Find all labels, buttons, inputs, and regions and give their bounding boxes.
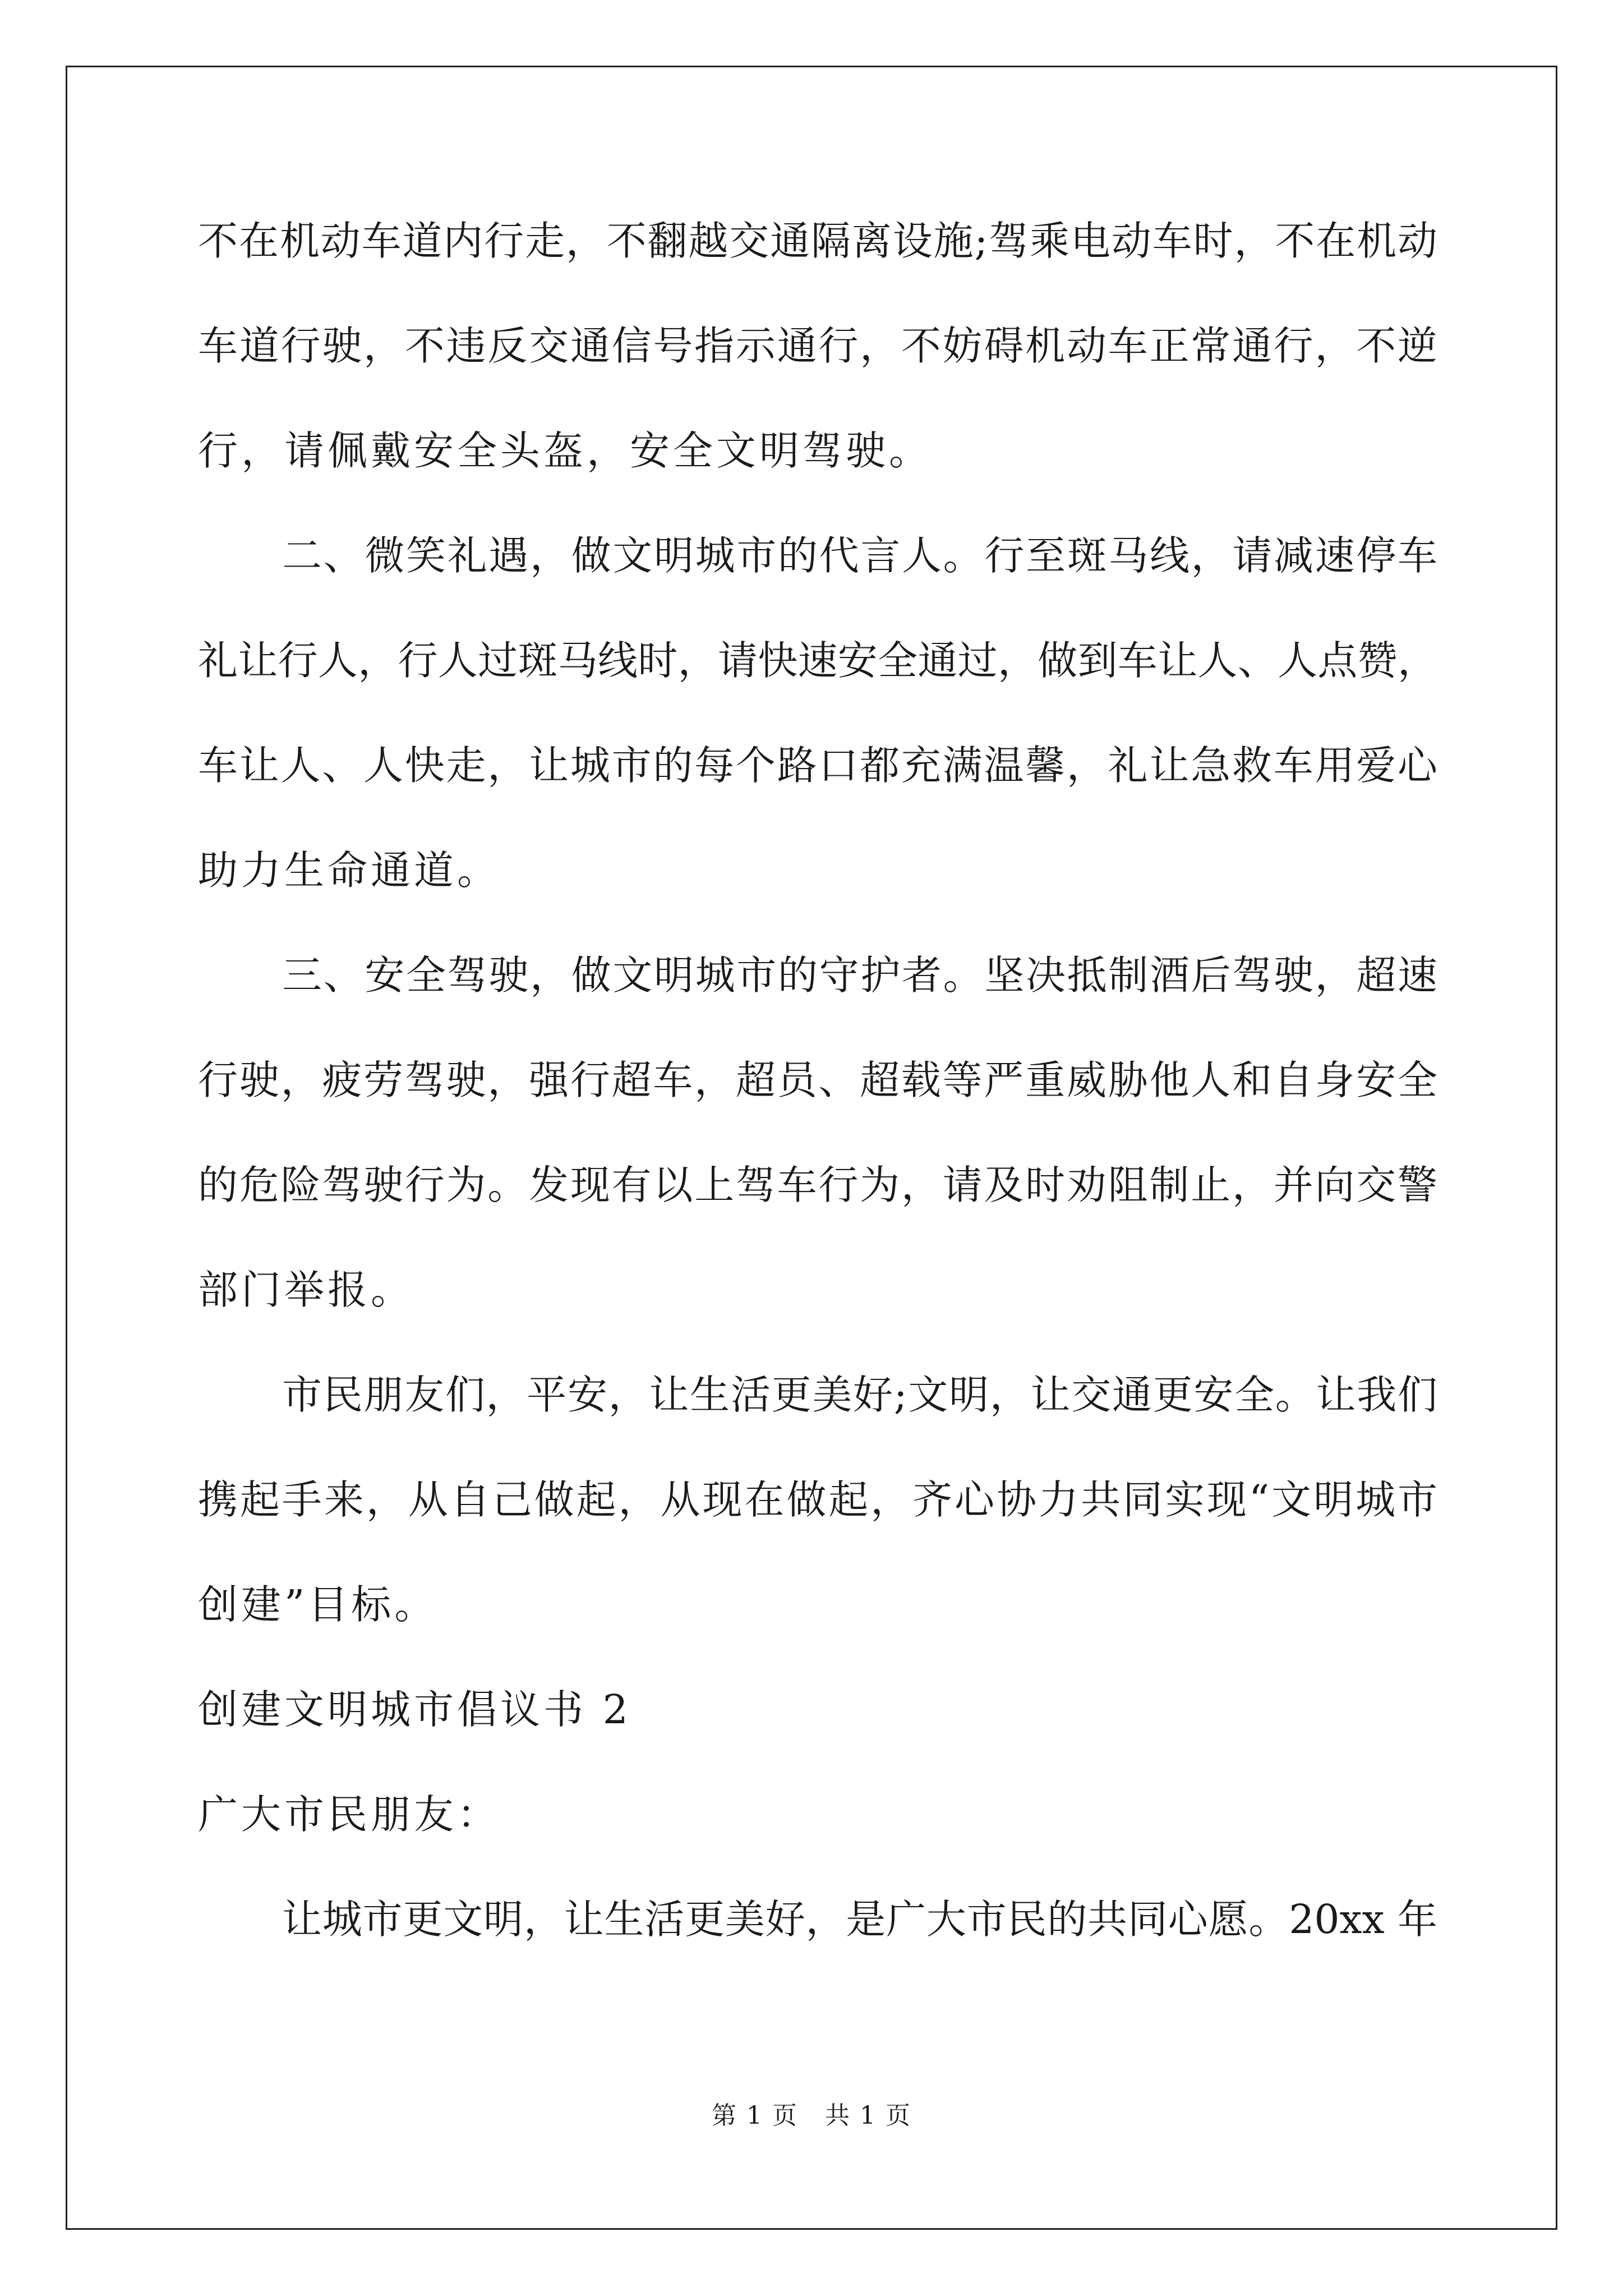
text-line: 不在机动车道内行走，不翻越交通隔离设施;驾乘电动车时，不在机动 — [198, 218, 1437, 264]
text-line: 行，请佩戴安全头盔，安全文明驾驶。 — [198, 427, 933, 474]
paragraph-line: 三、安全驾驶，做文明城市的守护者。坚决抵制酒后驾驶，超速 — [282, 952, 1437, 999]
paragraph-line: 二、微笑礼遇，做文明城市的代言人。行至斑马线，请减速停车 — [282, 532, 1437, 579]
paragraph-line: 让城市更文明，让生活更美好，是广大市民的共同心愿。20xx 年 — [282, 1896, 1437, 1943]
text-line: 携起手来，从自己做起，从现在做起，齐心协力共同实现“文明城市 — [198, 1476, 1437, 1523]
page-footer — [0, 2099, 1623, 2133]
text-line: 创建”目标。 — [198, 1581, 438, 1628]
text-line: 部门举报。 — [198, 1267, 414, 1313]
text-line: 行驶，疲劳驾驶，强行超车，超员、超载等严重威胁他人和自身安全 — [198, 1057, 1437, 1103]
salutation: 广大市民朋友： — [198, 1791, 501, 1838]
paragraph-line: 市民朋友们，平安，让生活更美好;文明，让交通更安全。让我们 — [282, 1372, 1437, 1418]
section-heading: 创建文明城市倡议书 2 — [198, 1686, 631, 1733]
page-number-label: 第 1 页 共 1 页 — [712, 2101, 911, 2130]
text-line: 的危险驾驶行为。发现有以上驾车行为，请及时劝阻制止，并向交警 — [198, 1162, 1437, 1208]
text-line: 助力生命通道。 — [198, 847, 501, 894]
text-line: 车道行驶，不违反交通信号指示通行，不妨碍机动车正常通行，不逆 — [198, 323, 1437, 369]
text-line: 车让人、人快走，让城市的每个路口都充满温馨，礼让急救车用爱心 — [198, 742, 1437, 789]
text-line: 礼让行人，行人过斑马线时，请快速安全通过，做到车让人、人点赞， — [198, 637, 1437, 684]
